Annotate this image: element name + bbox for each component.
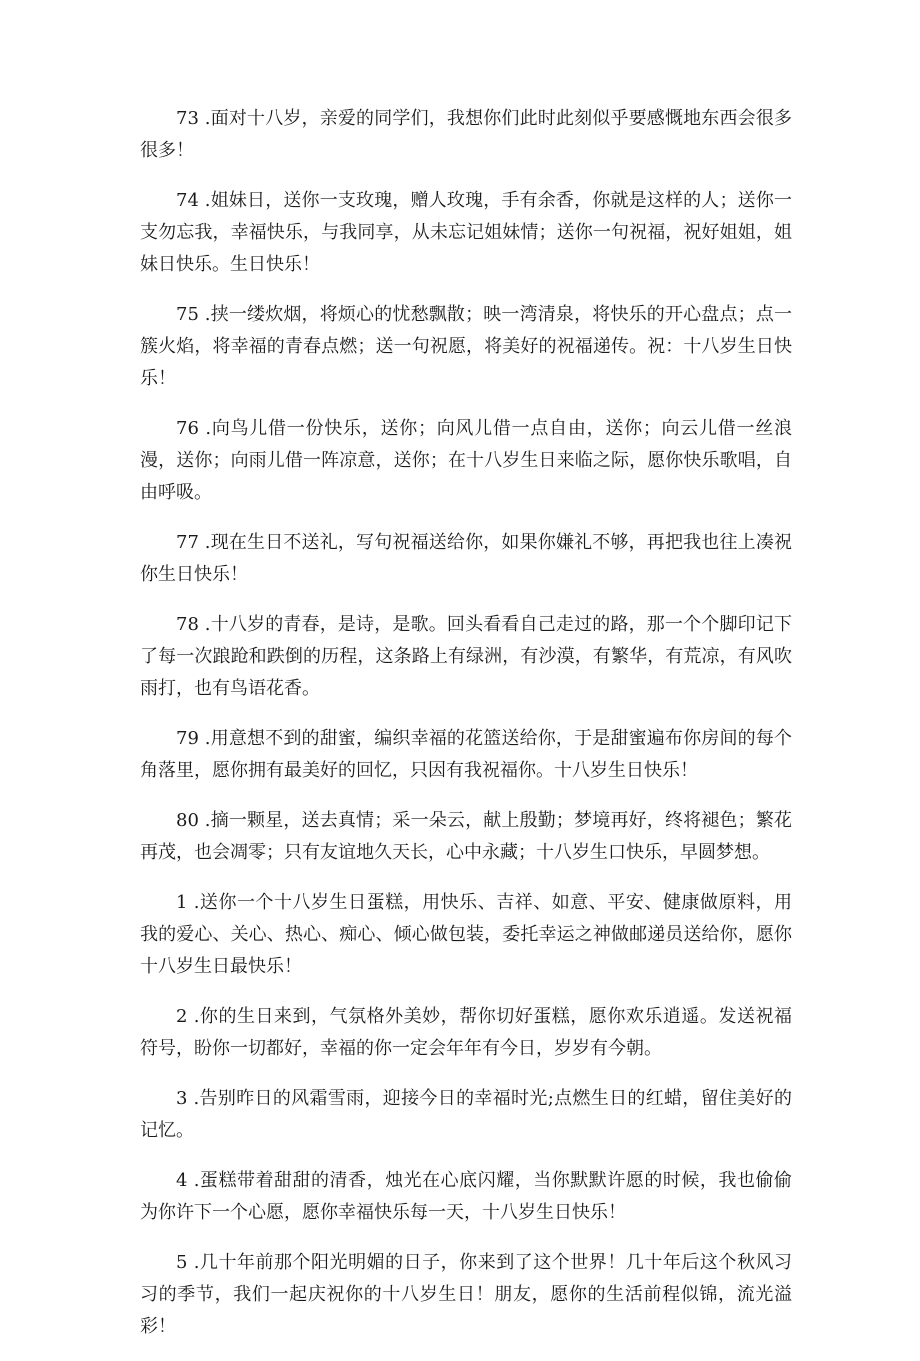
paragraph-74: 74 .姐妹日，送你一支玫瑰，赠人玫瑰，手有余香，你就是这样的人；送你一支勿忘我，幸福快乐，与我同享，从未忘记姐妹情；送你一句祝福，祝好姐姐，姐妹日快乐。生日快乐！	[140, 190, 792, 275]
paragraph-75: 75 .挟一缕炊烟，将烦心的忧愁飘散；映一湾清泉，将快乐的开心盘点；点一簇火焰，将幸福的青春点燃；送一句祝愿，将美好的祝福递传。祝：十八岁生日快乐！	[140, 304, 792, 389]
paragraph-77: 77 .现在生日不送礼，写句祝福送给你，如果你嫌礼不够，再把我也往上凑祝你生日快乐！	[140, 532, 792, 585]
document-body	[140, 103, 792, 1361]
paragraph-78: 78 .十八岁的青春，是诗，是歌。回头看看自己走过的路，那一个个脚印记下了每一次踉跄和跌倒的历程，这条路上有绿洲，有沙漠，有繁华，有荒凉，有风吹雨打，也有鸟语花香。	[140, 614, 792, 699]
paragraph-5: 5 .几十年前那个阳光明媚的日子，你来到了这个世界！几十年后这个秋风习习的季节，我们一起庆祝你的十八岁生日！朋友，愿你的生活前程似锦，流光溢彩！	[140, 1252, 792, 1337]
paragraph-1: 1 .送你一个十八岁生日蛋糕，用快乐、吉祥、如意、平安、健康做原料，用我的爱心、关心、热心、痴心、倾心做包装，委托幸运之神做邮递员送给你，愿你十八岁生日最快乐！	[140, 892, 792, 977]
paragraph-79: 79 .用意想不到的甜蜜，编织幸福的花篮送给你，于是甜蜜遍布你房间的每个角落里，愿你拥有最美好的回忆，只因有我祝福你。十八岁生日快乐！	[140, 728, 792, 781]
paragraph-3: 3 .告别昨日的风霜雪雨，迎接今日的幸福时光;点燃生日的红蜡，留住美好的记忆。	[140, 1088, 792, 1141]
paragraph-80: 80 .摘一颗星，送去真情；采一朵云，献上殷勤；梦境再好，终将褪色；繁花再茂，也会凋零；只有友谊地久天长，心中永藏；十八岁生口快乐，早圆梦想。	[140, 810, 792, 863]
paragraph-76: 76 .向鸟儿借一份快乐，送你；向风儿借一点自由，送你；向云儿借一丝浪漫，送你；向雨儿借一阵凉意，送你；在十八岁生日来临之际，愿你快乐歌唱，自由呼吸。	[140, 418, 792, 503]
paragraph-2: 2 .你的生日来到，气氛格外美妙，帮你切好蛋糕，愿你欢乐逍遥。发送祝福符号，盼你一切都好，幸福的你一定会年年有今日，岁岁有今朝。	[140, 1006, 792, 1059]
paragraph-73: 73 .面对十八岁，亲爱的同学们，我想你们此时此刻似乎要感慨地东西会很多很多！	[140, 108, 792, 161]
paragraph-4: 4 .蛋糕带着甜甜的清香，烛光在心底闪耀，当你默默许愿的时候，我也偷偷为你许下一个心愿，愿你幸福快乐每一天，十八岁生日快乐！	[140, 1170, 792, 1223]
